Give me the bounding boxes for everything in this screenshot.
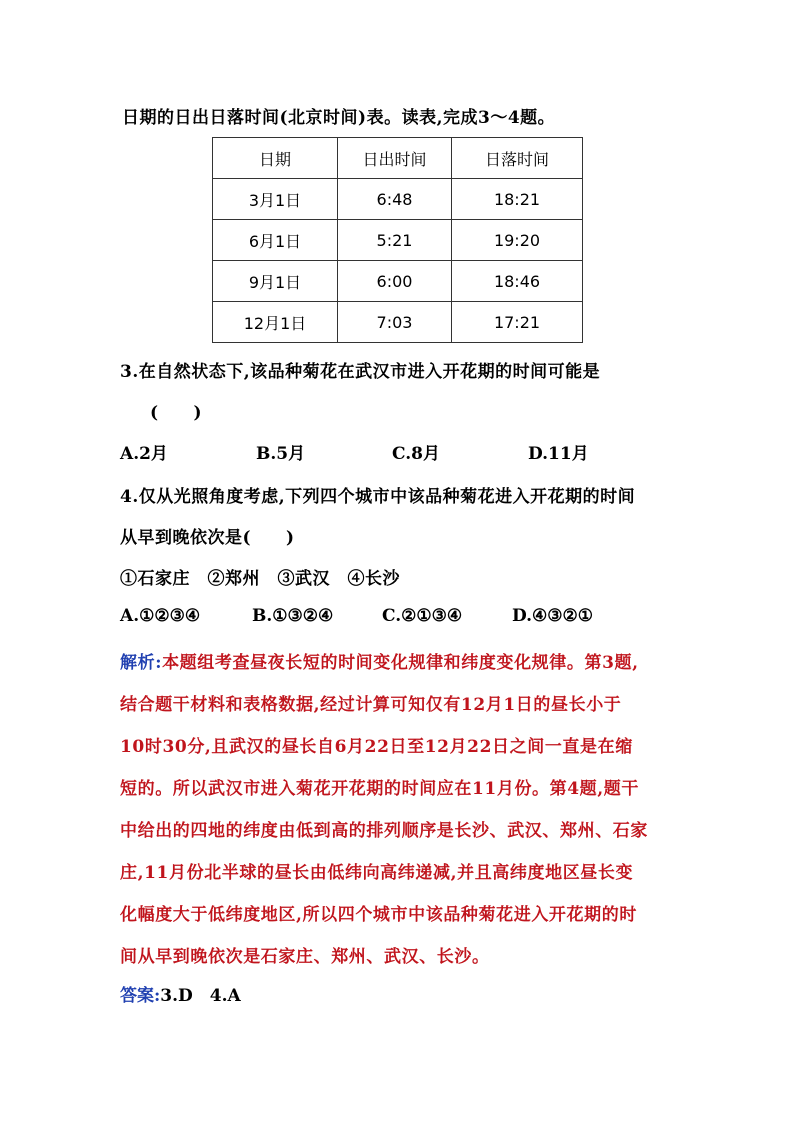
cell-sunrise: 7:03 [338,302,452,343]
table-row [213,302,583,343]
question-3-stem: 3.在自然状态下,该品种菊花在武汉市进入开花期的时间可能是 [120,362,601,382]
analysis-label: 解析: [120,653,163,673]
answer-label: 答案: [120,986,161,1006]
sunrise-sunset-table [212,137,583,343]
answer-text: 3.D 4.A [160,986,241,1006]
question-4-stem-line2: 从早到晚依次是( ) [120,528,295,548]
q3-option-d: D.11月 [528,444,589,464]
cell-sunset: 19:20 [452,220,583,261]
cell-sunset: 18:46 [452,261,583,302]
cell-sunset: 18:21 [452,179,583,220]
analysis-line [120,648,639,673]
analysis-line: 间从早到晚依次是石家庄、郑州、武汉、长沙。 [120,947,490,967]
cell-date: 3月1日 [213,179,338,220]
q4-option-d: D.④③②① [512,606,594,626]
q4-option-c: C.②①③④ [382,606,463,626]
question-3-blank: ( ) [150,403,203,423]
analysis-text: 本题组考查昼夜长短的时间变化规律和纬度变化规律。第3题, [162,653,639,673]
q3-option-c: C.8月 [392,444,440,464]
q4-option-a: A.①②③④ [120,606,201,626]
analysis-line: 庄,11月份北半球的昼长由低纬向高纬递减,并且高纬度地区昼长变 [120,863,634,883]
table-row [213,261,583,302]
analysis-line: 中给出的四地的纬度由低到高的排列顺序是长沙、武汉、郑州、石家 [120,821,648,841]
analysis-line: 化幅度大于低纬度地区,所以四个城市中该品种菊花进入开花期的时 [120,905,637,925]
cell-date: 12月1日 [213,302,338,343]
cell-date: 9月1日 [213,261,338,302]
q4-option-b: B.①③②④ [252,606,334,626]
table-header-row [213,138,583,179]
cell-sunrise: 5:21 [338,220,452,261]
analysis-line: 短的。所以武汉市进入菊花开花期的时间应在11月份。第4题,题干 [120,779,640,799]
cell-sunrise: 6:48 [338,179,452,220]
answer-line [120,981,241,1006]
table-row [213,220,583,261]
question-4-stem-line1: 4.仅从光照角度考虑,下列四个城市中该品种菊花进入开花期的时间 [120,487,636,507]
q3-option-a: A.2月 [120,444,168,464]
q3-option-b: B.5月 [256,444,306,464]
cell-sunrise: 6:00 [338,261,452,302]
cell-sunset: 17:21 [452,302,583,343]
intro-text: 日期的日出日落时间(北京时间)表。读表,完成3～4题。 [122,108,556,128]
analysis-line: 10时30分,且武汉的昼长自6月22日至12月22日之间一直是在缩 [120,737,633,757]
analysis-line: 结合题干材料和表格数据,经过计算可知仅有12月1日的昼长小于 [120,695,622,715]
header-sunset: 日落时间 [452,138,583,179]
table-row [213,179,583,220]
question-4-cities: ①石家庄 ②郑州 ③武汉 ④长沙 [120,569,400,589]
cell-date: 6月1日 [213,220,338,261]
header-sunrise: 日出时间 [338,138,452,179]
header-date: 日期 [213,138,338,179]
